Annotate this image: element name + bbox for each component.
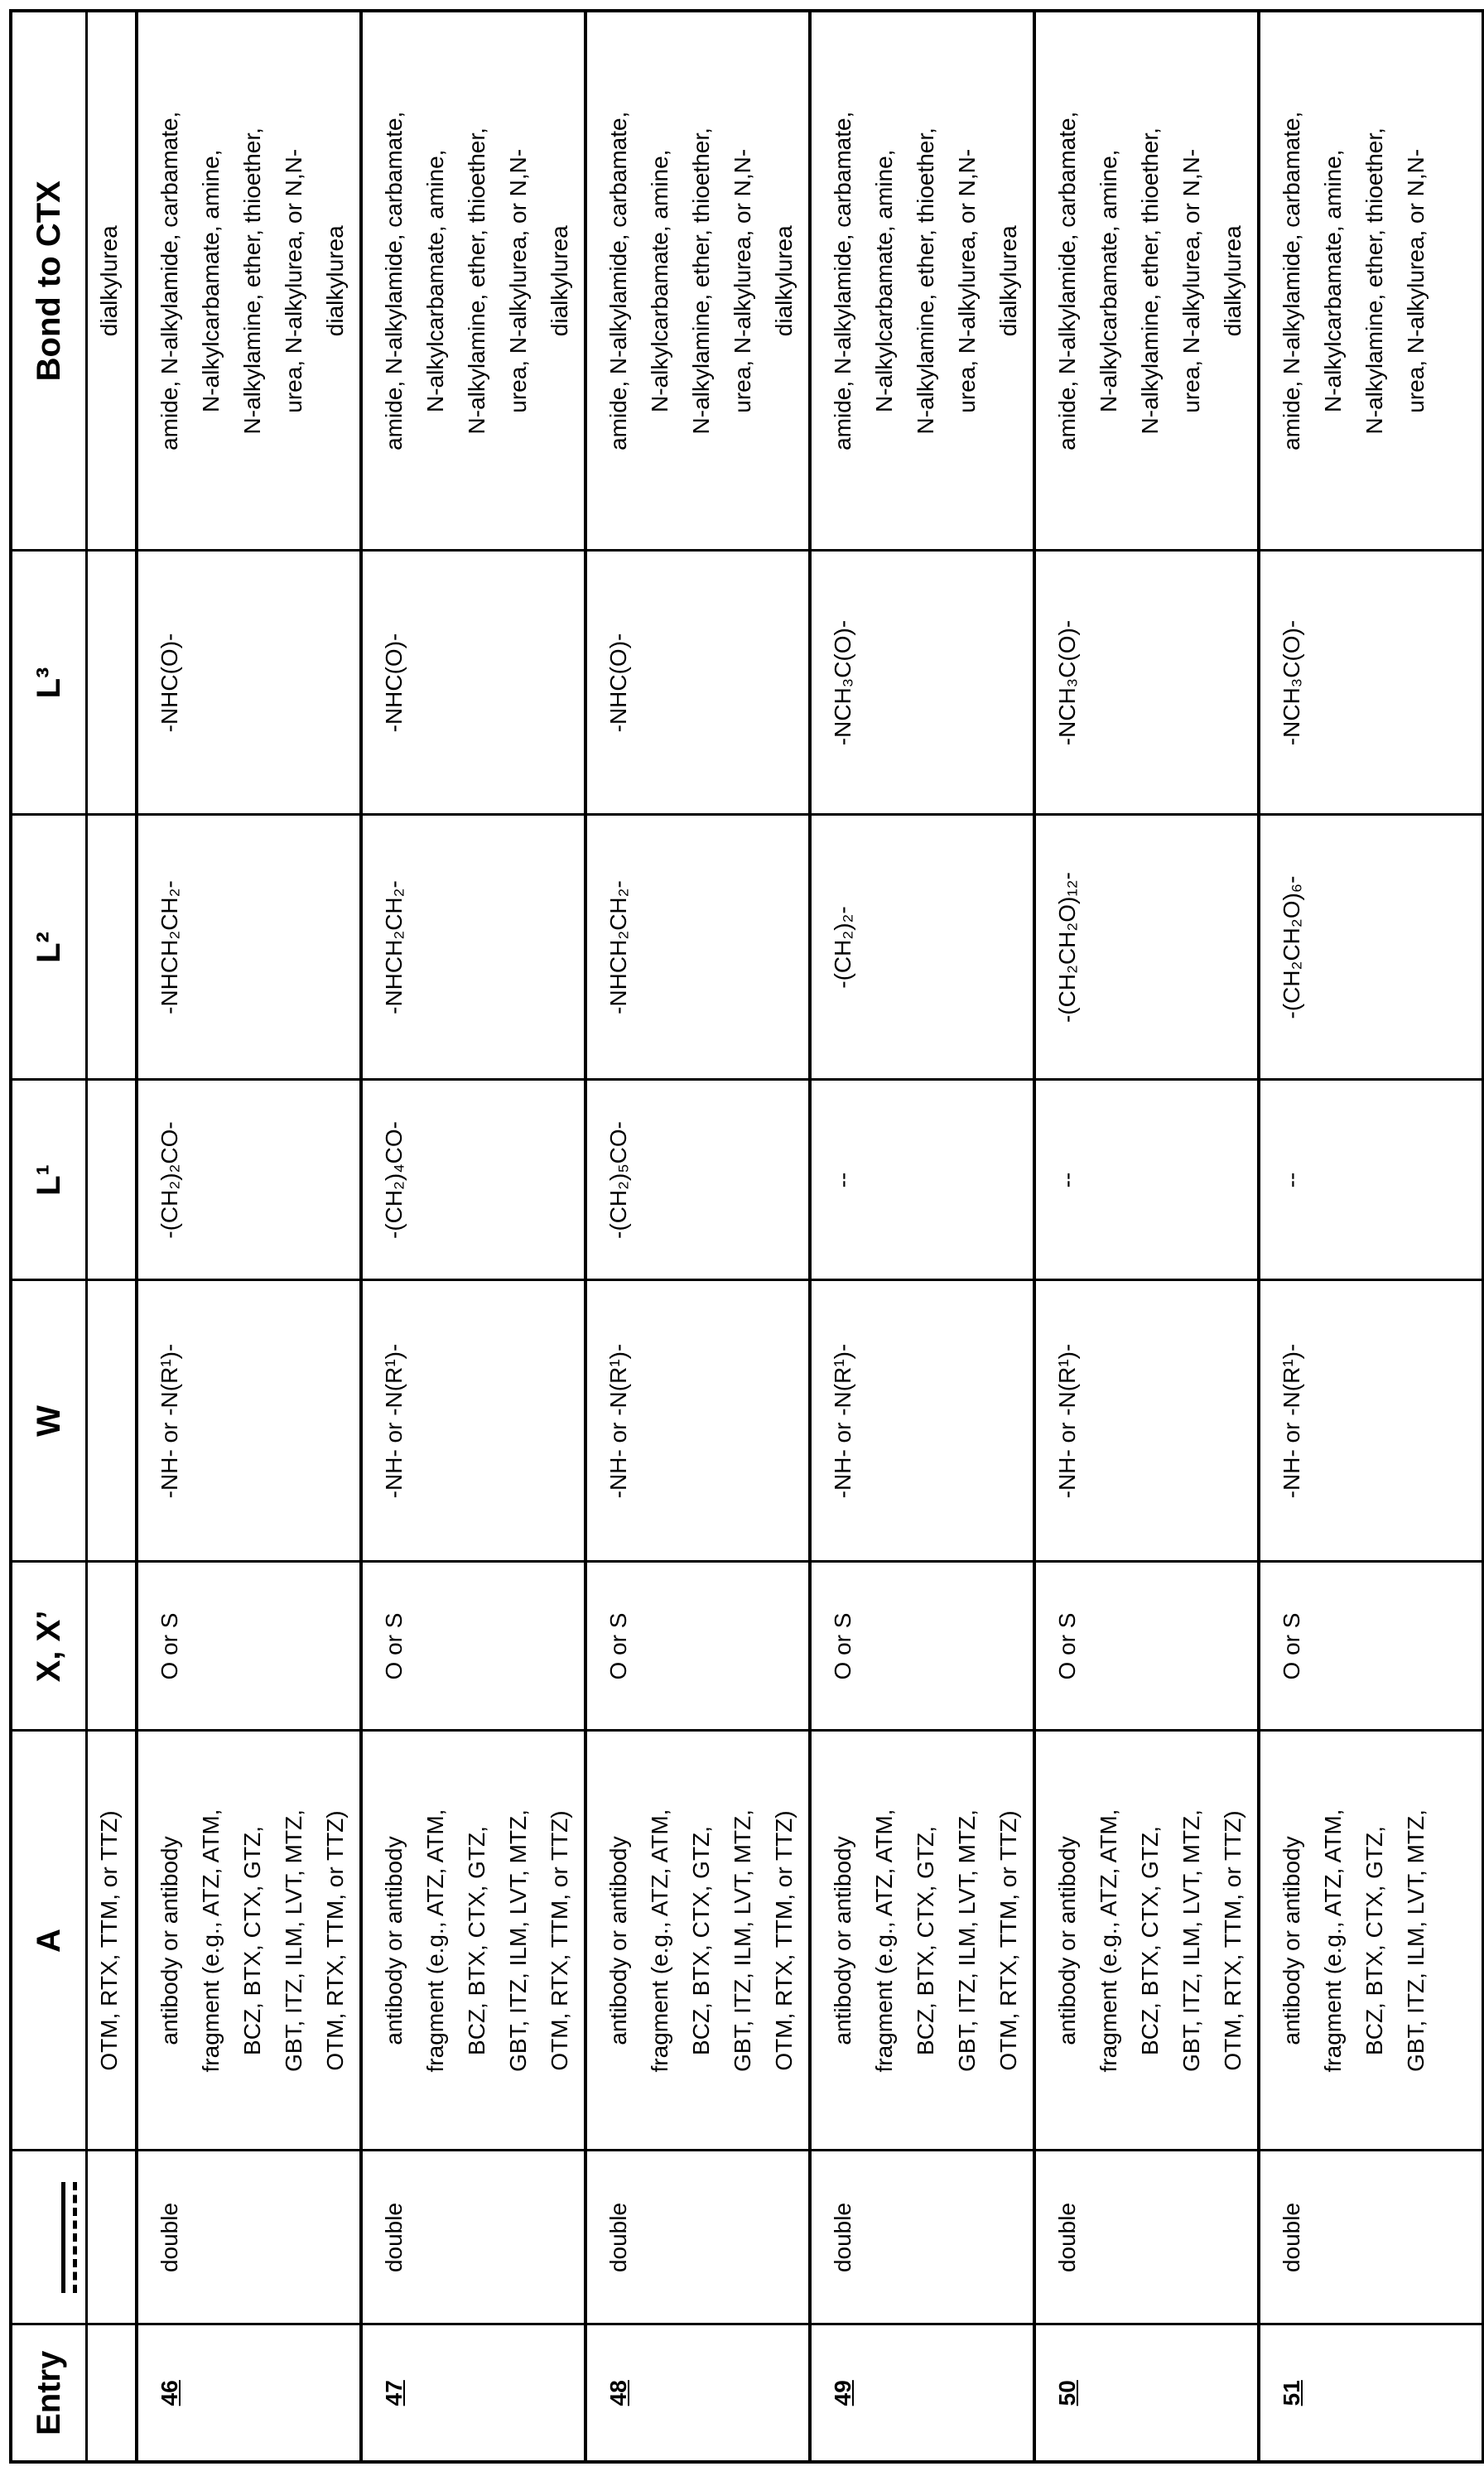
cell-l2: -NHCH₂CH₂-	[585, 815, 810, 1080]
table-row	[1034, 11, 1259, 2462]
cell-x: O or S	[585, 1562, 810, 1731]
table-row	[361, 11, 585, 2462]
cell-l2: -(CH₂)₂-	[810, 815, 1034, 1080]
cell-entry: 49	[810, 2324, 1034, 2462]
cell-entry	[87, 2324, 137, 2462]
cell-l3: -NCH₃C(O)-	[1034, 551, 1259, 815]
cell-w: -NH- or -N(R¹)-	[1259, 1280, 1483, 1562]
cell-w: -NH- or -N(R¹)-	[585, 1280, 810, 1562]
cell-l3: -NHC(O)-	[585, 551, 810, 815]
cell-bond: double	[361, 2151, 585, 2324]
cell-entry: 47	[361, 2324, 585, 2462]
header-row	[11, 11, 87, 2462]
compound-table	[9, 9, 1484, 2464]
continued-row	[87, 11, 137, 2462]
cell-l1: --	[1259, 1080, 1483, 1280]
cell-w: -NH- or -N(R¹)-	[361, 1280, 585, 1562]
cell-l3: -NCH₃C(O)-	[1259, 551, 1483, 815]
cell-l2: -NHCH₂CH₂-	[361, 815, 585, 1080]
header-entry: Entry	[11, 2324, 87, 2462]
cell-a: antibody or antibody fragment (e.g., ATZ, ATM, BCZ, BTX, CTX, GTZ, GBT, ITZ, ILM, LVT, MTZ, OTM, RTX, TTM, or TTZ)	[361, 1731, 585, 2151]
cell-l1: -(CH₂)₂CO-	[137, 1080, 361, 1280]
cell-bond-ctx: amide, N-alkylamide, carbamate, N-alkylcarbamate, amine, N-alkylamine, ether, thioether, urea, N-alkylurea, or N,N- dialkylurea	[585, 11, 810, 551]
header-l2: L²	[11, 815, 87, 1080]
cell-entry: 46	[137, 2324, 361, 2462]
header-x: X, X’	[11, 1562, 87, 1731]
cell-bond: double	[810, 2151, 1034, 2324]
cell-l1: --	[810, 1080, 1034, 1280]
cell-bond-ctx: amide, N-alkylamide, carbamate, N-alkylcarbamate, amine, N-alkylamine, ether, thioether, urea, N-alkylurea, or N,N-	[1259, 11, 1483, 551]
cell-l1: -(CH₂)₄CO-	[361, 1080, 585, 1280]
cell-l2: -(CH₂CH₂O)₆-	[1259, 815, 1483, 1080]
cell-bond-ctx: amide, N-alkylamide, carbamate, N-alkylcarbamate, amine, N-alkylamine, ether, thioether, urea, N-alkylurea, or N,N- dialkylurea	[1034, 11, 1259, 551]
cell-x: O or S	[1259, 1562, 1483, 1731]
header-l1: L¹	[11, 1080, 87, 1280]
cell-entry: 48	[585, 2324, 810, 2462]
cell-bond-ctx: amide, N-alkylamide, carbamate, N-alkylcarbamate, amine, N-alkylamine, ether, thioether, urea, N-alkylurea, or N,N- dialkylurea	[361, 11, 585, 551]
cell-l2: -(CH₂CH₂O)₁₂-	[1034, 815, 1259, 1080]
cell-x	[87, 1562, 137, 1731]
cell-w	[87, 1280, 137, 1562]
cell-bond: double	[1259, 2151, 1483, 2324]
cell-l3: -NCH₃C(O)-	[810, 551, 1034, 815]
cell-l3	[87, 551, 137, 815]
cell-entry: 51	[1259, 2324, 1483, 2462]
rotated-table-page	[0, 0, 1423, 2476]
header-a: A	[11, 1731, 87, 2151]
cell-l1: --	[1034, 1080, 1259, 1280]
cell-a: antibody or antibody fragment (e.g., ATZ, ATM, BCZ, BTX, CTX, GTZ, GBT, ITZ, ILM, LVT, MTZ, OTM, RTX, TTM, or TTZ)	[1034, 1731, 1259, 2151]
table-row	[137, 11, 361, 2462]
cell-l1	[87, 1080, 137, 1280]
cell-x: O or S	[1034, 1562, 1259, 1731]
cell-w: -NH- or -N(R¹)-	[1034, 1280, 1259, 1562]
cell-a: antibody or antibody fragment (e.g., ATZ, ATM, BCZ, BTX, CTX, GTZ, GBT, ITZ, ILM, LVT, MTZ, OTM, RTX, TTM, or TTZ)	[137, 1731, 361, 2151]
cell-l3: -NHC(O)-	[361, 551, 585, 815]
cell-l3: -NHC(O)-	[137, 551, 361, 815]
cell-entry: 50	[1034, 2324, 1259, 2462]
cell-bond: double	[1034, 2151, 1259, 2324]
cell-bond	[87, 2151, 137, 2324]
header-w: W	[11, 1280, 87, 1562]
cell-a: antibody or antibody fragment (e.g., ATZ, ATM, BCZ, BTX, CTX, GTZ, GBT, ITZ, ILM, LVT, MTZ,	[1259, 1731, 1483, 2151]
cell-bond-ctx: amide, N-alkylamide, carbamate, N-alkylcarbamate, amine, N-alkylamine, ether, thioether, urea, N-alkylurea, or N,N- dialkylurea	[810, 11, 1034, 551]
header-bond-type	[11, 2151, 87, 2324]
cell-bond: double	[137, 2151, 361, 2324]
cell-x: O or S	[810, 1562, 1034, 1731]
cell-x: O or S	[361, 1562, 585, 1731]
cell-w: -NH- or -N(R¹)-	[810, 1280, 1034, 1562]
cell-bond-to-ctx: dialkylurea	[87, 11, 137, 551]
cell-l2	[87, 815, 137, 1080]
double-solid-dashed-bond-icon	[61, 2182, 77, 2293]
header-l3: L³	[11, 551, 87, 815]
cell-w: -NH- or -N(R¹)-	[137, 1280, 361, 1562]
header-bond-to-ctx: Bond to CTX	[11, 11, 87, 551]
table-row	[810, 11, 1034, 2462]
cell-x: O or S	[137, 1562, 361, 1731]
cell-bond: double	[585, 2151, 810, 2324]
table-row	[1259, 11, 1483, 2462]
cell-l2: -NHCH₂CH₂-	[137, 815, 361, 1080]
cell-a: OTM, RTX, TTM, or TTZ)	[87, 1731, 137, 2151]
cell-a: antibody or antibody fragment (e.g., ATZ, ATM, BCZ, BTX, CTX, GTZ, GBT, ITZ, ILM, LVT, MTZ, OTM, RTX, TTM, or TTZ)	[810, 1731, 1034, 2151]
table-row	[585, 11, 810, 2462]
cell-bond-ctx: amide, N-alkylamide, carbamate, N-alkylcarbamate, amine, N-alkylamine, ether, thioether, urea, N-alkylurea, or N,N- dialkylurea	[137, 11, 361, 551]
cell-a: antibody or antibody fragment (e.g., ATZ, ATM, BCZ, BTX, CTX, GTZ, GBT, ITZ, ILM, LVT, MTZ, OTM, RTX, TTM, or TTZ)	[585, 1731, 810, 2151]
cell-l1: -(CH₂)₅CO-	[585, 1080, 810, 1280]
